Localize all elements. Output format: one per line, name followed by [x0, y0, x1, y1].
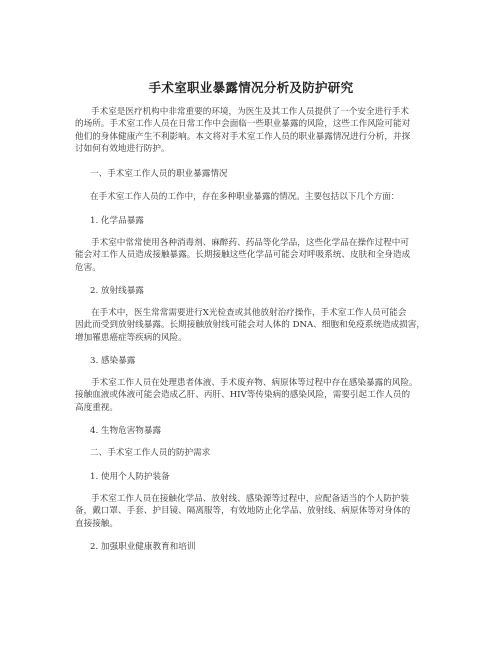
intro-line: 讨如何有效地进行防护。 [75, 144, 170, 155]
item1-line: 手术室中常常使用各种消毒剂、麻醉药、药品等化学品，这些化学品在操作过程中可 [91, 238, 409, 248]
intro-line: 他们的身体健康产生不利影响。本文将对手术室工作人员的职业暴露情况进行分析，并探 [75, 131, 411, 142]
item1-paragraph [75, 237, 435, 274]
item2-line: 在手术中，医生常常需要进行X光检查或其他放射治疗操作，手术室工作人员可能会 [91, 308, 407, 318]
item4-heading: 4. 生物危害物暴露 [90, 426, 162, 436]
item5-paragraph [75, 493, 435, 530]
item6-heading: 2. 加强职业健康教育和培训 [90, 542, 196, 552]
item3-line: 手术室工作人员在处理患者体液、手术废弃物、病原体等过程中存在感染暴露的风险。 [91, 378, 418, 388]
item5-line: 手术室工作人员在接触化学品、放射线、感染源等过程中，应配备适当的个人防护装 [91, 494, 409, 504]
intro-paragraph [75, 106, 435, 156]
item3-heading: 3. 感染暴露 [90, 356, 136, 366]
item3-line: 高度重视。 [75, 402, 118, 413]
item2-line: 增加罹患癌症等疾病的风险。 [75, 332, 187, 343]
item5-line: 备，戴口罩、手套、护目镜、隔离服等，有效地防止化学品、放射线、病原体等对身体的 [75, 506, 411, 517]
intro-line: 的场所。手术室工作人员在日常工作中会面临一些职业暴露的风险，这些工作风险可能对 [75, 119, 411, 130]
item5-line: 直接接触。 [75, 518, 118, 529]
item2-paragraph [75, 307, 435, 344]
item1-line: 能会对工作人员造成接触暴露。长期接触这些化学品可能会对呼吸系统、皮肤和全身造成 [75, 250, 411, 261]
item1-heading: 1. 化学品暴露 [90, 216, 144, 226]
section2-heading: 二、手术室工作人员的防护需求 [90, 448, 211, 458]
item3-paragraph [75, 377, 435, 414]
intro-line: 手术室是医疗机构中非常重要的环境，为医生及其工作人员提供了一个安全进行手术 [91, 107, 409, 117]
section1-heading: 一、手术室工作人员的职业暴露情况 [90, 169, 228, 179]
item2-heading: 2. 放射线暴露 [90, 286, 144, 296]
item5-heading: 1. 使用个人防护装备 [90, 472, 170, 482]
item2-line: 因此而受到放射线暴露。长期接触放射线可能会对人体的 DNA、细胞和免疫系统造成损害， [75, 320, 425, 331]
document-title: 手术室职业暴露情况分析及防护研究 [148, 80, 354, 95]
section1-intro: 在手术室工作人员的工作中，存在多种职业暴露的情况。主要包括以下几个方面： [90, 192, 400, 202]
item3-line: 接触血液或体液可能会造成乙肝、丙肝、HIV等传染病的感染风险，需要引起工作人员的 [75, 390, 411, 401]
item1-line: 危害。 [75, 262, 101, 273]
